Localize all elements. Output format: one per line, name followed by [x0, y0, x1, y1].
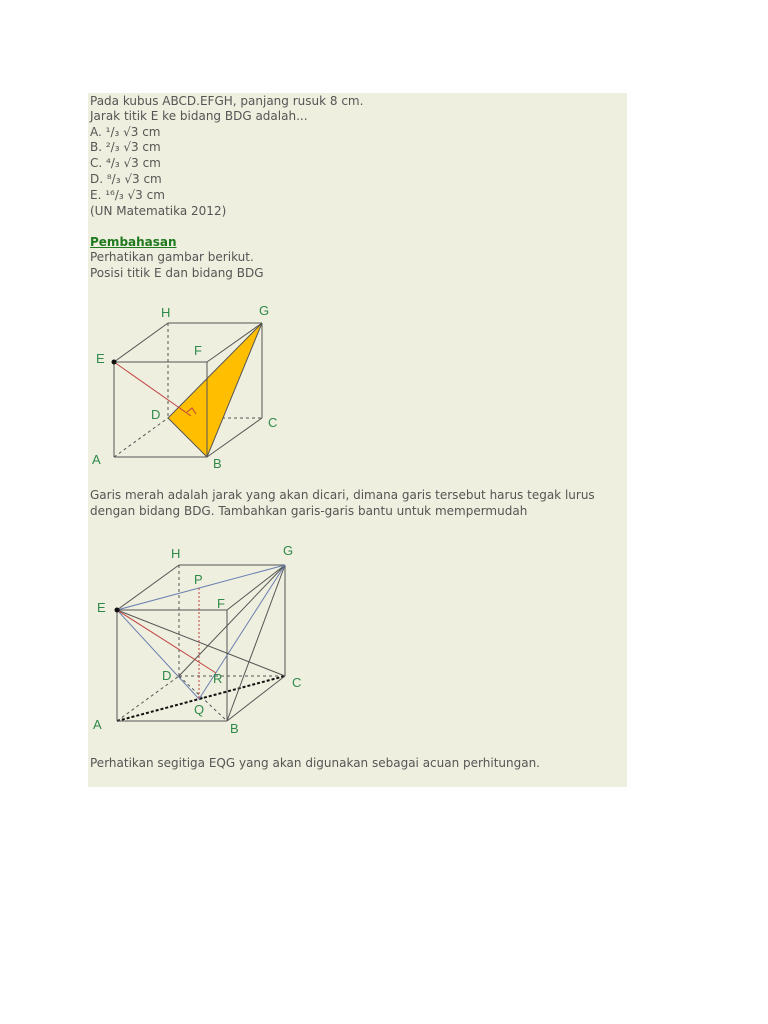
label-b: B — [213, 456, 222, 471]
label-f: F — [217, 596, 225, 611]
label-h: H — [161, 305, 171, 320]
plane-bdg — [168, 323, 262, 457]
cube-figure-1 — [88, 300, 298, 480]
label-d: D — [162, 668, 172, 683]
label-p: P — [194, 572, 203, 587]
paragraph-1-line-2: dengan bidang BDG. Tambahkan garis-garis bantu untuk mempermudah — [90, 504, 528, 518]
option-c: C. ⁴/₃ √3 cm — [90, 156, 161, 170]
option-e: E. ¹⁶/₃ √3 cm — [90, 188, 165, 202]
label-g: G — [259, 303, 270, 318]
discussion-line-1: Perhatikan gambar berikut. — [90, 250, 254, 264]
label-a: A — [93, 717, 102, 732]
point-e — [115, 608, 120, 613]
discussion-line-2: Posisi titik E dan bidang BDG — [90, 266, 264, 280]
cube-figure-2 — [88, 540, 318, 740]
option-b: B. ²/₃ √3 cm — [90, 140, 161, 154]
option-a: A. ¹/₃ √3 cm — [90, 125, 161, 139]
label-c: C — [292, 675, 302, 690]
label-a: A — [92, 452, 101, 467]
label-b: B — [230, 721, 239, 736]
question-line-2: Jarak titik E ke bidang BDG adalah... — [90, 109, 308, 123]
label-r: R — [213, 671, 223, 686]
point-e — [112, 360, 117, 365]
label-c: C — [268, 415, 278, 430]
paragraph-1-line-1: Garis merah adalah jarak yang akan dicari, dimana garis tersebut harus tegak lurus — [90, 488, 595, 502]
label-d: D — [151, 407, 161, 422]
label-h: H — [171, 546, 181, 561]
option-d: D. ⁸/₃ √3 cm — [90, 172, 162, 186]
label-f: F — [194, 343, 202, 358]
discussion-heading[interactable]: Pembahasan — [90, 235, 177, 249]
question-source: (UN Matematika 2012) — [90, 204, 227, 218]
label-g: G — [283, 543, 294, 558]
closing-text: Perhatikan segitiga EQG yang akan digunakan sebagai acuan perhitungan. — [90, 756, 540, 770]
label-q: Q — [194, 702, 205, 717]
question-line-1: Pada kubus ABCD.EFGH, panjang rusuk 8 cm. — [90, 94, 364, 108]
label-e: E — [97, 600, 106, 615]
label-e: E — [96, 351, 105, 366]
